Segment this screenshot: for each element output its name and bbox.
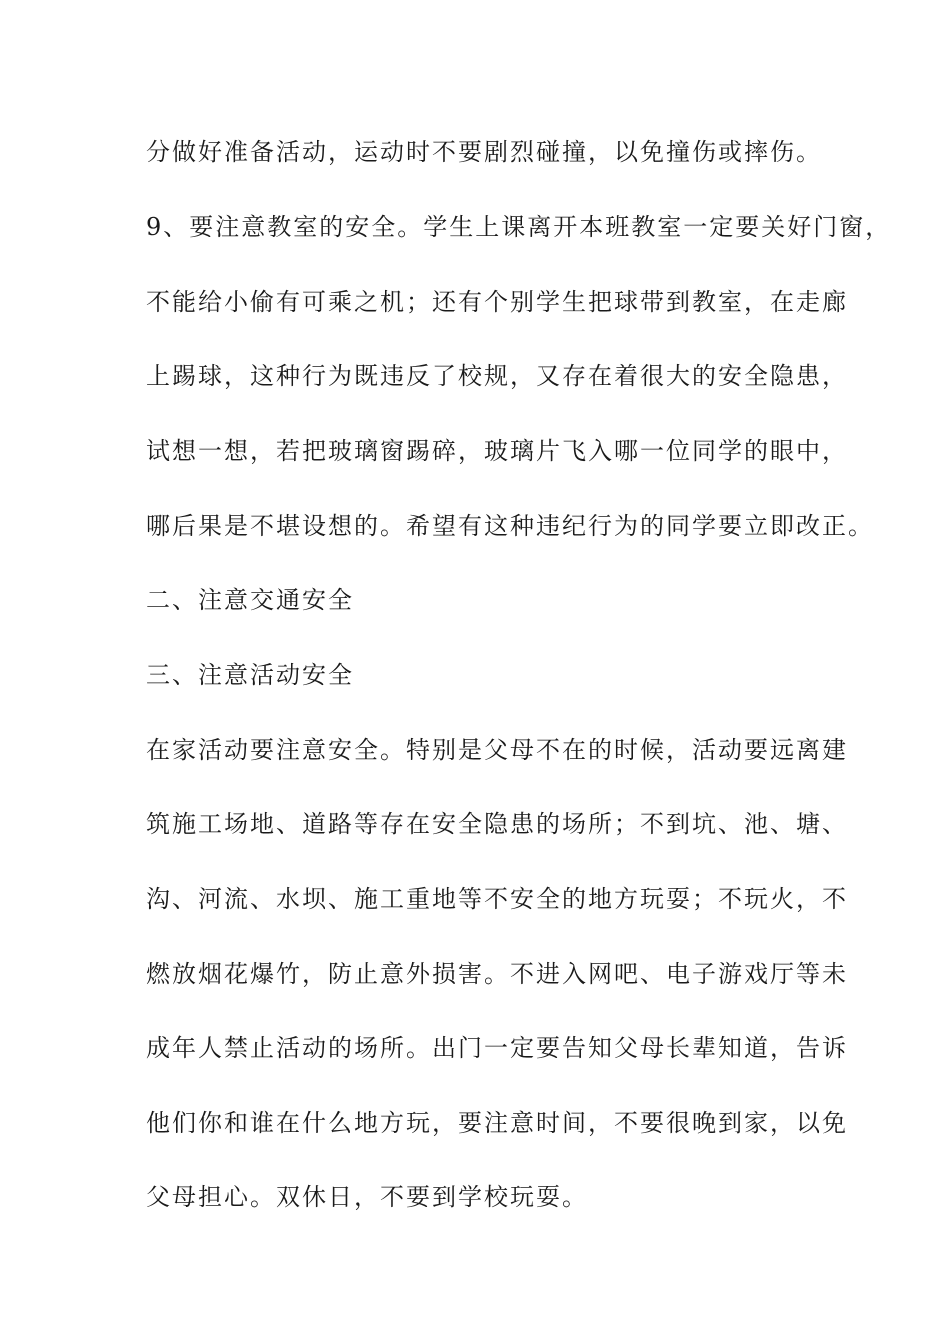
body-text-line: 成年人禁止活动的场所。出门一定要告知父母长辈知道，告诉 <box>146 1034 848 1062</box>
section-heading: 二、注意交通安全 <box>146 586 354 614</box>
body-text-line: 筑施工场地、道路等存在安全隐患的场所；不到坑、池、塘、 <box>146 810 848 838</box>
body-text-line: 不能给小偷有可乘之机；还有个别学生把球带到教室，在走廊 <box>146 288 848 316</box>
body-text-line: 在家活动要注意安全。特别是父母不在的时候，活动要远离建 <box>146 736 848 764</box>
body-text-line: 9、要注意教室的安全。学生上课离开本班教室一定要关好门窗， <box>146 213 892 241</box>
body-text-line: 沟、河流、水坝、施工重地等不安全的地方玩耍；不玩火，不 <box>146 885 848 913</box>
body-text-line: 他们你和谁在什么地方玩，要注意时间，不要很晚到家，以免 <box>146 1109 848 1137</box>
body-text-line: 父母担心。双休日，不要到学校玩耍。 <box>146 1183 588 1211</box>
body-text-line: 分做好准备活动，运动时不要剧烈碰撞，以免撞伤或摔伤。 <box>146 138 822 166</box>
body-text-line: 哪后果是不堪设想的。希望有这种违纪行为的同学要立即改正。 <box>146 512 874 540</box>
body-text-line: 试想一想，若把玻璃窗踢碎，玻璃片飞入哪一位同学的眼中， <box>146 437 848 465</box>
body-text-line: 上踢球，这种行为既违反了校规，又存在着很大的安全隐患， <box>146 362 848 390</box>
section-heading: 三、注意活动安全 <box>146 661 354 689</box>
body-text-line: 燃放烟花爆竹，防止意外损害。不进入网吧、电子游戏厅等未 <box>146 960 848 988</box>
